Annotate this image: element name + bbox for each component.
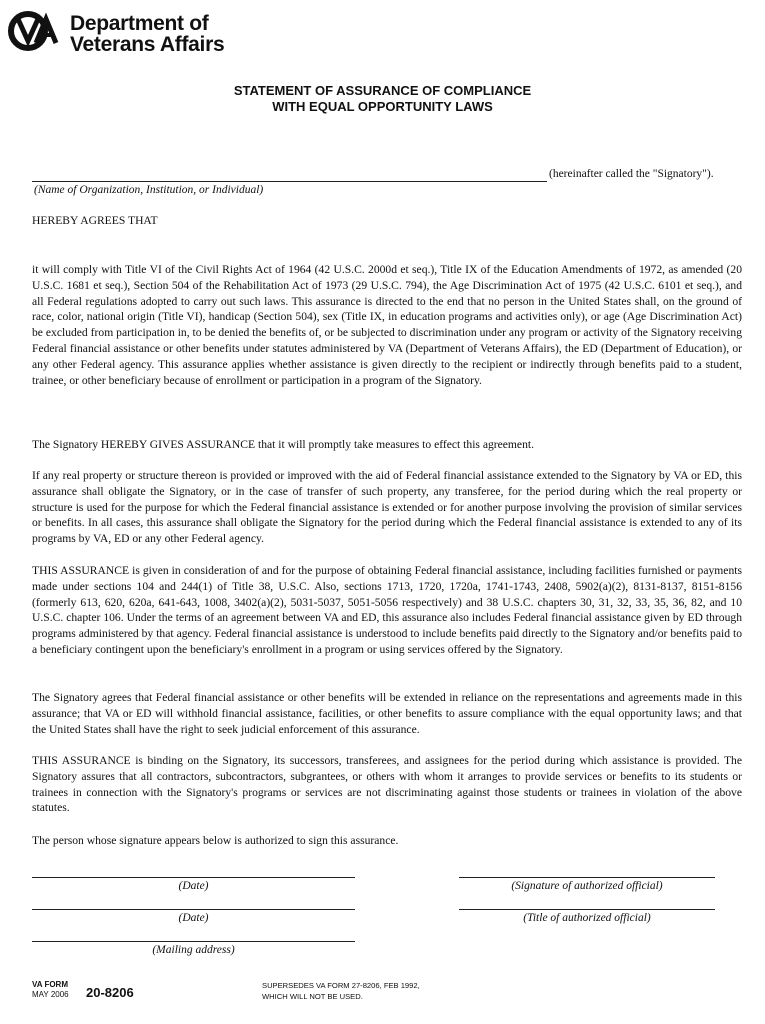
supersedes-line2: WHICH WILL NOT BE USED. [262,992,363,1001]
form-id [32,980,69,999]
supersedes-line1: SUPERSEDES VA FORM 27-8206, FEB 1992, [262,981,420,990]
hereby-agrees: HEREBY AGREES THAT [32,214,158,227]
va-logo [8,8,224,59]
date-line-2[interactable] [32,909,355,910]
signatory-name-label: (Name of Organization, Institution, or Individual) [34,184,264,196]
signatory-suffix: (hereinafter called the "Signatory"). [549,168,714,180]
mailing-address-label: (Mailing address) [152,944,235,956]
supersedes-note [262,980,420,1002]
mailing-address-line[interactable] [32,941,355,942]
date-line-1[interactable] [32,877,355,878]
document-title [0,83,765,115]
form-date: MAY 2006 [32,989,69,999]
form-label: VA FORM [32,980,68,989]
paragraph-reliance: The Signatory agrees that Federal financial assistance or other benefits will be extended in reliance on the representations and agreements made in this assurance; that VA or ED will withhold financial assistance, facilities, or other benefits to assure compliance with the equal opportunity laws; and that the United States shall have the right to seek judicial enforcement of this assurance. [32,691,742,736]
agency-line2: Veterans Affairs [70,32,225,56]
title-line[interactable] [459,909,715,910]
signature-line[interactable] [459,877,715,878]
official-title-label: (Title of authorized official) [523,912,651,924]
paragraph-real-property: If any real property or structure thereon is provided or improved with the aid of Federal financial assistance extended to the Signatory by VA or ED, this assurance shall obligate the Signatory, or in the case of transfer of such property, any transferee, for the period during which the real property or structure is used for the purpose for which the Federal financial assistance is extended or for another purpose involving the provision of similar services or benefits. In all cases, this assurance shall obligate the Signatory for the period during which the Federal financial assistance is extended to any of its programs by VA, ED or any other Federal agency. [32,469,742,546]
signature-label: (Signature of authorized official) [511,880,663,892]
signatory-name-field[interactable] [32,181,547,182]
title-line2: WITH EQUAL OPPORTUNITY LAWS [272,99,493,114]
paragraph-compliance: it will comply with Title VI of the Civil Rights Act of 1964 (42 U.S.C. 2000d et seq.), Title IX of the Education Amendments of 1972, as amended (20 U.S.C. 1681 et seq.), Section 504 of the Rehabilitation Act of 1973 (29 U.S.C. 794), the Age Discrimination Act of 1975 (42 U.S.C. 6101 et seq.), and all Federal regulations adopted to carry out such laws. This assurance is directed to the end that no person in the United States shall, on the ground of race, color, national origin (Title VI), handicap (Section 504), sex (Title IX, in education programs and activities only), or age (Age Discrimination Act) be excluded from participation in, to be denied the benefits of, or be subjected to discrimination under any program or activity of the Signatory receiving Federal financial assistance or other benefits under statutes administered by VA (Department of Veterans Affairs), the ED (Department of Education), or any other Federal agency. This assurance applies whether assistance is given directly to the recipient or indirectly through benefits paid to a student, trainee, or other beneficiary because of enrollment or participation in a program of the Signatory. [32,263,742,387]
agency-line1: Department of [70,11,209,35]
paragraph-authorized: The person whose signature appears below is authorized to sign this assurance. [32,834,399,847]
agency-name [70,13,224,55]
form-number: 20-8206 [86,985,134,1000]
va-seal-icon [8,8,64,59]
title-line1: STATEMENT OF ASSURANCE OF COMPLIANCE [233,83,532,98]
date-label-1: (Date) [178,880,209,892]
paragraph-assurance: The Signatory HEREBY GIVES ASSURANCE that it will promptly take measures to effect this agreement. [32,438,534,451]
paragraph-consideration: THIS ASSURANCE is given in consideration of and for the purpose of obtaining Federal financial assistance, including facilities furnished or payments made under sections 104 and 244(1) of Title 38, U.S.C. Also, sections 1713, 1720, 1720a, 1741-1743, 2408, 5902(a)(2), 8131-8137, 8151-8156 (formerly 613, 620, 620a, 641-643, 1008, 3402(a)(2), 5031-5037, 5051-5056 respectively) and 38 U.S.C. chapters 30, 31, 32, 33, 35, 36, 82, and 10 U.S.C. chapter 106. Under the terms of an agreement between VA and ED, this assurance also includes Federal financial assistance given by ED through programs administered by that agency. Federal financial assistance is understood to include benefits paid directly to the Signatory and/or benefits paid to a beneficiary contingent upon the beneficiary's enrollment in a program or using services offered by the Signatory. [32,564,742,656]
date-label-2: (Date) [178,912,209,924]
paragraph-binding: THIS ASSURANCE is binding on the Signatory, its successors, transferees, and assignees for the period during which assistance is provided. The Signatory assures that all contractors, subcontractors, subgrantees, or others with whom it arranges to provide services or benefits to its students or trainees in connection with the Signatory's programs or services are not discriminating against those students or trainees in violation of the above statutes. [32,754,742,815]
